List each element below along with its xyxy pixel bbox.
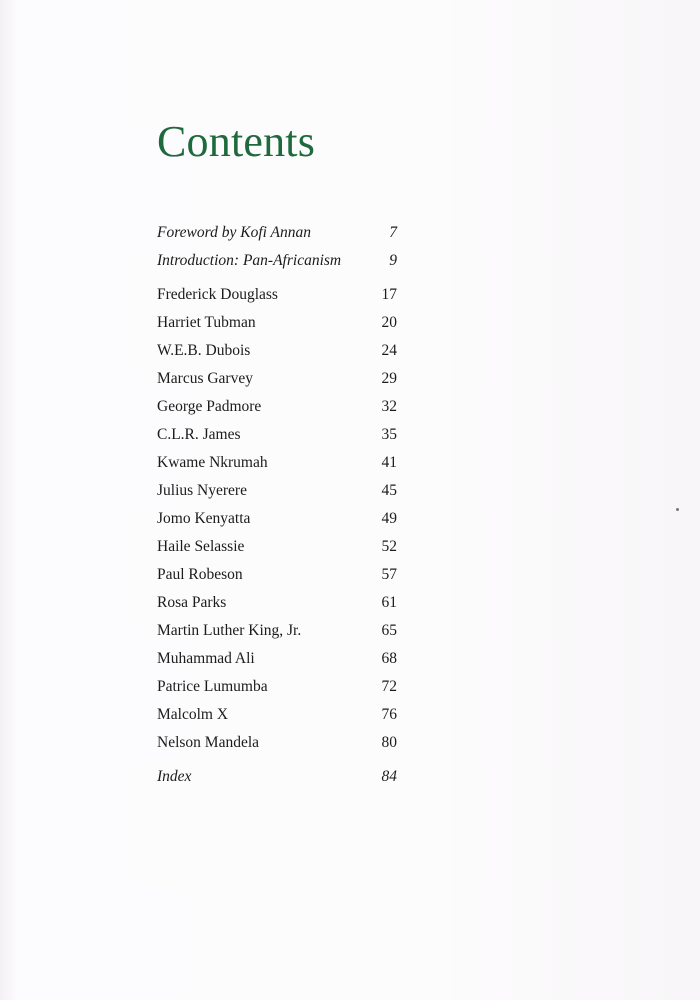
toc-entry-index [157,768,397,796]
toc-entry-title: Rosa Parks [157,594,227,611]
table-of-contents [157,224,397,796]
toc-entry-title: W.E.B. Dubois [157,342,251,359]
toc-entry [157,314,397,342]
toc-entry-title: Introduction: Pan-Africanism [157,252,342,269]
toc-entry-page: 32 [381,398,397,415]
toc-entry [157,734,397,762]
toc-entry [157,538,397,566]
toc-entry [157,650,397,678]
toc-entry-title: Muhammad Ali [157,650,255,667]
toc-entry [157,426,397,454]
toc-entry-title: Foreword by Kofi Annan [157,224,311,241]
toc-entry-page: 17 [381,286,397,303]
toc-entry-page: 35 [381,426,397,443]
toc-entry-title: Kwame Nkrumah [157,454,268,471]
toc-entry [157,370,397,398]
toc-entry [157,594,397,622]
toc-entry-page: 24 [381,342,397,359]
toc-entry-title: C.L.R. James [157,426,241,443]
toc-entry-title: Julius Nyerere [157,482,247,499]
toc-entry-page: 41 [381,454,397,471]
toc-entry-page: 57 [381,566,397,583]
toc-entry-page: 9 [389,252,397,269]
toc-entry-title: George Padmore [157,398,262,415]
toc-entry-title: Marcus Garvey [157,370,253,387]
toc-entry [157,510,397,538]
toc-entry-page: 76 [381,706,397,723]
toc-entry [157,566,397,594]
toc-entry [157,678,397,706]
toc-entry-page: 20 [381,314,397,331]
toc-entry-page: 65 [381,622,397,639]
toc-entry-title: Index [157,768,192,785]
toc-entry-title: Jomo Kenyatta [157,510,251,527]
toc-entry-page: 72 [381,678,397,695]
toc-entry-title: Martin Luther King, Jr. [157,622,302,639]
toc-entry [157,706,397,734]
toc-entry-title: Malcolm X [157,706,229,723]
toc-entry-page: 84 [381,768,397,785]
toc-entry [157,622,397,650]
toc-entry-title: Haile Selassie [157,538,245,555]
toc-entry-title: Frederick Douglass [157,286,278,303]
toc-entry-introduction [157,252,397,280]
toc-entry-page: 52 [381,538,397,555]
toc-entry [157,482,397,510]
toc-entry-title: Harriet Tubman [157,314,256,331]
toc-entry [157,454,397,482]
toc-entry-page: 80 [381,734,397,751]
toc-entry-page: 7 [389,224,397,241]
toc-entry-page: 68 [381,650,397,667]
page-title: Contents [157,117,316,166]
toc-entry-title: Paul Robeson [157,566,243,583]
toc-entry [157,398,397,426]
toc-entry-page: 49 [381,510,397,527]
toc-entry-title: Patrice Lumumba [157,678,268,695]
toc-entry [157,342,397,370]
toc-entry-foreword [157,224,397,252]
toc-entry [157,286,397,314]
toc-entry-title: Nelson Mandela [157,734,260,751]
paper-speck [676,508,679,511]
toc-entry-page: 45 [381,482,397,499]
toc-entry-page: 61 [381,594,397,611]
toc-entry-page: 29 [381,370,397,387]
